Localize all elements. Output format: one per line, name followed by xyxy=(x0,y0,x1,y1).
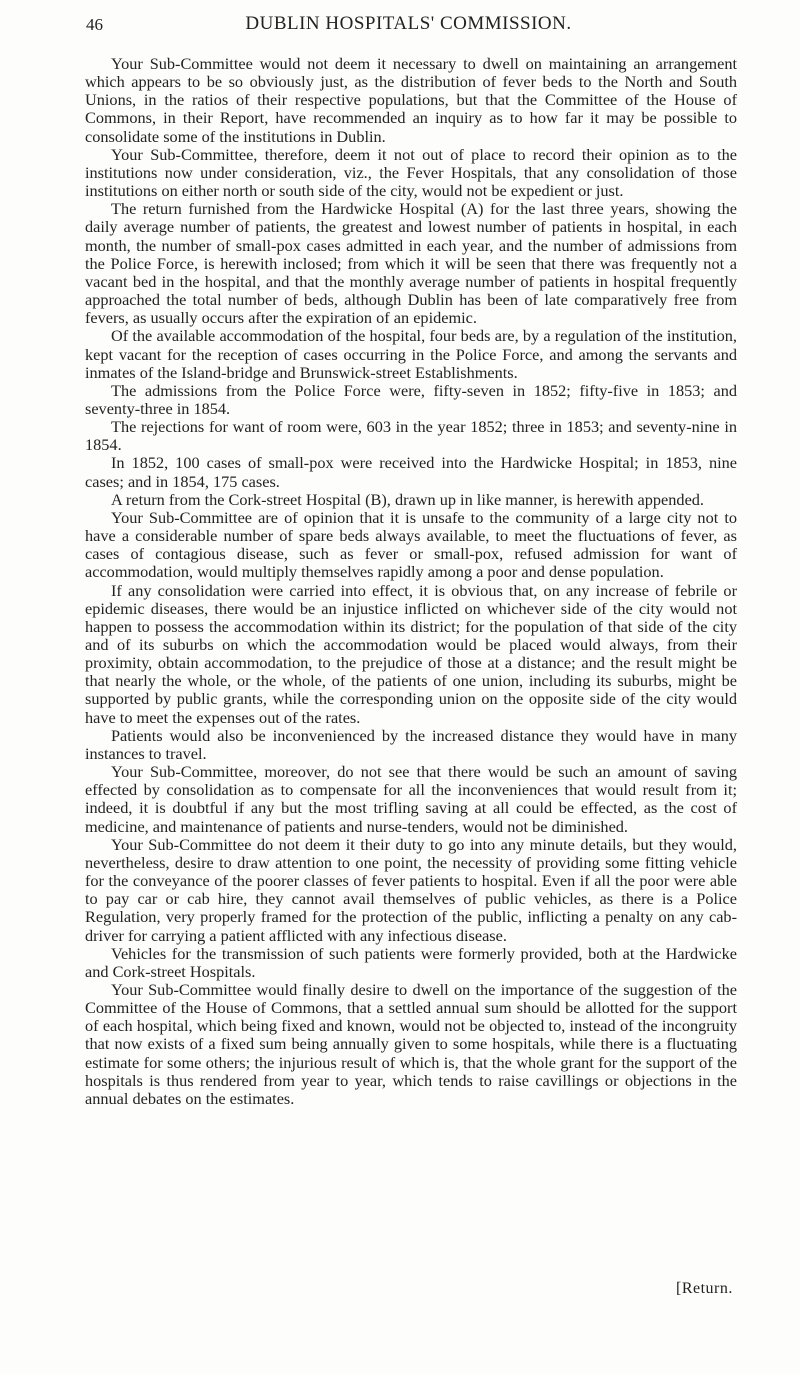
paragraph: In 1852, 100 cases of small-pox were received into the Hardwicke Hospital; in 1853, nine cases; and in 1854, 175 cases. xyxy=(85,453,737,491)
paragraph: The rejections for want of room were, 603 in the year 1852; three in 1853; and seventy-nine in 1854. xyxy=(85,417,737,455)
paragraph: The return furnished from the Hardwicke Hospital (A) for the last three years, showing the daily average number of patients, the greatest and lowest number of patients in hospital, in each month, the number of small-pox cases admitted in each year, and the number of admissions from the Police Force, is herewith inclosed; from which it will be seen that there was frequently not a vacant bed in the hospital, and that the monthly average number of patients in hospital frequently approached the total number of beds, although Dublin has been of late comparatively free from fevers, as usually occurs after the expiration of an epidemic. xyxy=(85,199,737,328)
paragraph: The admissions from the Police Force were, fifty-seven in 1852; fifty-five in 1853; and seventy-three in 1854. xyxy=(85,380,737,418)
page-header xyxy=(86,13,731,43)
catchword: [Return. xyxy=(676,1280,733,1297)
body-text xyxy=(85,55,737,1108)
paragraph: Your Sub-Committee, moreover, do not see that there would be such an amount of saving effected by consolidation as to compensate for all the inconveniences that would result from it; indeed, it is doubtful if any but the most trifling saving at all could be effected, as the cost of medicine, and maintenance of patients and nurse-tenders, would not be diminished. xyxy=(85,762,737,836)
paragraph: Your Sub-Committee, therefore, deem it not out of place to record their opinion as to the institutions now under consideration, viz., the Fever Hospitals, that any consolidation of those institutions on either north or south side of the city, would not be expedient or just. xyxy=(85,144,737,201)
paragraph: If any consolidation were carried into effect, it is obvious that, on any increase of febrile or epidemic diseases, there would be an injustice inflicted on whichever side of the city would not happen to possess the accommodation within its district; for the population of that side of the city and of its suburbs on which the accommodation would be placed would always, from their proximity, obtain accommodation, to the prejudice of those at a distance; and the result might be that nearly the whole, or the whole, of the patients of one union, including its suburbs, might be supported by public grants, while the corresponding union on the opposite side of the city would have to meet the expenses out of the rates. xyxy=(85,580,737,727)
page-number: 46 xyxy=(86,15,103,34)
paragraph: Your Sub-Committee would not deem it necessary to dwell on maintaining an arrangement which appears to be so obviously just, as the distribution of fever beds to the North and South Unions, in the ratios of their respective populations, but that the Committee of the House of Commons, in their Report, have recommended an inquiry as to how far it may be possible to consolidate some of the institutions in Dublin. xyxy=(85,54,737,146)
paragraph: Vehicles for the transmission of such patients were formerly provided, both at the Hardwicke and Cork-street Hospitals. xyxy=(85,943,737,981)
running-title: DUBLIN HOSPITALS' COMMISSION. xyxy=(245,13,572,34)
paragraph: Patients would also be inconvenienced by the increased distance they would have in many instances to travel. xyxy=(85,725,737,763)
paragraph: Your Sub-Committee are of opinion that it is unsafe to the community of a large city not to have a considerable number of spare beds always available, to meet the fluctuations of fever, as cases of contagious disease, such as fever or small-pox, refused admission for want of accommodation, would multiply themselves rapidly among a poor and dense population. xyxy=(85,507,737,582)
paragraph: Your Sub-Committee do not deem it their duty to go into any minute details, but they would, nevertheless, desire to draw attention to one point, the necessity of providing some fitting vehicle for the conveyance of the poorer classes of fever patients to hospital. Even if all the poor were able to pay car or cab hire, they cannot avail themselves of public vehicles, as there is a Police Regulation, very properly framed for the protection of the public, inflicting a penalty on any cab-driver for carrying a patient afflicted with any infectious disease. xyxy=(85,834,737,945)
paragraph: A return from the Cork-street Hospital (B), drawn up in like manner, is herewith appended. xyxy=(111,489,705,509)
paragraph: Of the available accommodation of the hospital, four beds are, by a regulation of the institution, kept vacant for the reception of cases occurring in the Police Force, and among the servants and inmates of the Island-bridge and Brunswick-street Establishments. xyxy=(85,326,737,382)
paragraph: Your Sub-Committee would finally desire to dwell on the importance of the suggestion of the Committee of the House of Commons, that a settled annual sum should be allotted for the support of each hospital, which being fixed and known, would not be objected to, instead of the incongruity that now exists of a fixed sum being annually given to some hospitals, while there is a fluctuating estimate for some others; the injurious result of which is, that the whole grant for the support of the hospitals is thus rendered from year to year, which tends to raise cavillings or objections in the annual debates on the estimates. xyxy=(85,979,737,1108)
